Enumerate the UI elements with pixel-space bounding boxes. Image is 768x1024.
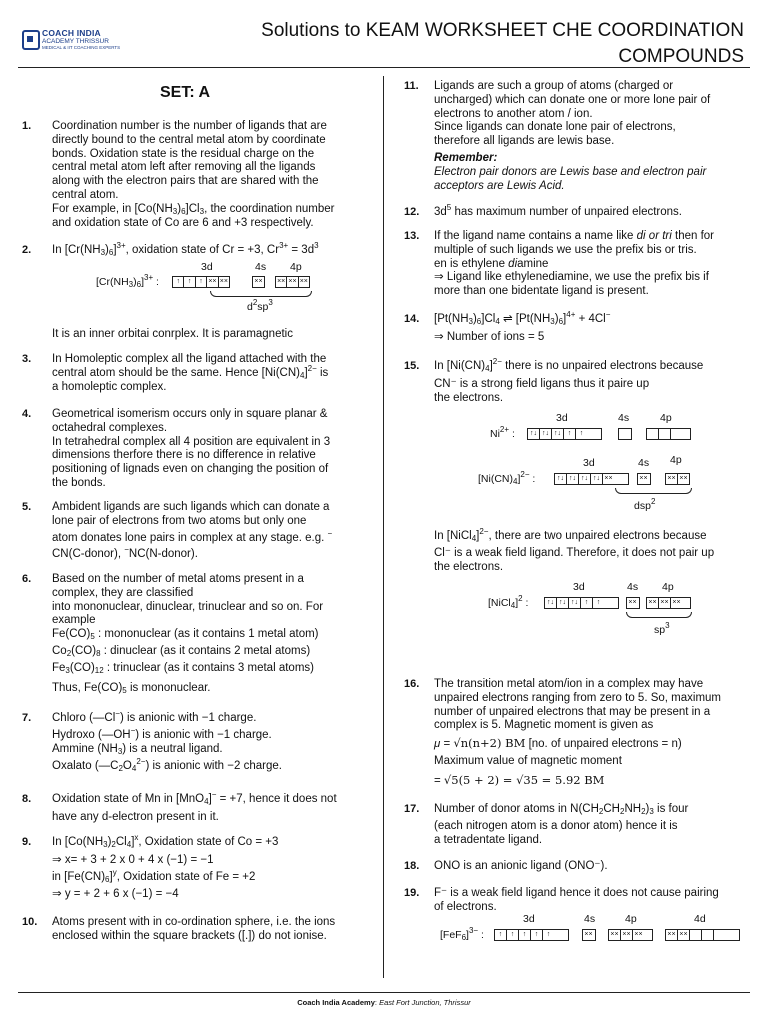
text-line: enclosed within the square brackets ([.]) do not ionise.: [52, 929, 327, 942]
question-number: 2.: [22, 244, 32, 256]
question-number: 15.: [404, 360, 420, 372]
text-span: di or tri: [636, 230, 672, 242]
formula-line: μ = √n(n+2) BM [no. of unpaired electrons = n): [434, 736, 682, 751]
orbital-box-3d: ↑ ↑ ↑ ×× ××: [172, 276, 230, 288]
orbital-label: 4p: [290, 261, 302, 273]
text-line: bonds. Oxidation state is the residual charge on the: [52, 147, 315, 160]
text-line: ONO is an anionic ligand (ONO⁻).: [434, 860, 608, 872]
orbital-box-4s: ××: [637, 473, 651, 485]
orbital-label: 4p: [662, 581, 674, 593]
text-line: complex is 5. Magnetic moment is given as: [434, 719, 654, 732]
hybridization-label: $sp^3$: [654, 621, 670, 636]
text-span: then for: [671, 230, 715, 242]
question-number: 13.: [404, 230, 420, 242]
text-line: Atoms present with in co-ordination sphere, i.e. the ions: [52, 916, 336, 928]
text-line: CN⁻ is a strong field ligans thus it paire up: [434, 377, 650, 390]
text-line: Coordination number is the number of ligands that are: [52, 120, 327, 132]
page-footer: Coach India Academy: East Fort Junction, Thrissur: [297, 998, 471, 1007]
text-line: into mononuclear, dinuclear, trinuclear and so on. For: [52, 600, 324, 613]
text-line: $Co_2(CO)_8$ : dinuclear (as it contains 2 metal atoms): [52, 644, 311, 658]
set-heading: SET: A: [160, 84, 211, 101]
text-line: Hydroxo (—OH−) is anionic with −1 charge.: [52, 725, 272, 741]
orbital-box-4s: ××: [626, 597, 640, 609]
text-line: along with the electron pairs that are shared with the: [52, 175, 319, 188]
remember-heading: Remember:: [434, 151, 498, 164]
footer-divider: [18, 992, 750, 993]
text-line: more than one bidentate ligand is present.: [434, 285, 649, 298]
orbital-label: 4s: [627, 581, 639, 593]
question-number: 3.: [22, 353, 32, 365]
text-span: If the ligand name contains a name like: [434, 230, 637, 242]
orbital-label: 3d: [523, 913, 535, 925]
text-line: Cl⁻ is a weak field ligand. Therefore, it does not pair up: [434, 546, 715, 559]
hybridization-label: dsp$^2$: [634, 497, 656, 512]
text-line: central metal atom left after removing all the ligands: [52, 161, 316, 174]
text-line: $Fe_3(CO)_{12}$ : trinuclear (as it contains 3 metal atoms): [52, 661, 314, 675]
text-line: $Fe(CO)_5$ : mononuclear (as it contains 1 metal atom): [52, 628, 319, 642]
text-line: Number of donor atoms in $N(CH_2CH_2NH_2)_3$ is four: [434, 803, 689, 816]
text-line: dimensions therfore there is no difference in relative: [52, 449, 316, 462]
orbital-label: 4s: [638, 457, 650, 469]
text-line: In $[Ni(CN)_4]^{2-}$ there is no unpaired electrons because: [434, 357, 704, 373]
text-line: central atom should be the same. Hence $[Ni(CN)_4]^{2-}$ is: [52, 363, 329, 380]
orbital-label: 4p: [670, 454, 682, 466]
orbital-label: 4s: [584, 913, 596, 925]
orbital-label: 3d: [583, 457, 595, 469]
question-number: 1.: [22, 120, 32, 132]
column-divider: [383, 76, 384, 978]
text-line: Ligands are such a group of atoms (charged or: [434, 80, 674, 92]
header-divider: [18, 67, 750, 68]
question-number: 14.: [404, 313, 420, 325]
text-line: Geometrical isomerism occurs only in square planar &: [52, 408, 328, 420]
orbital-label: 4p: [625, 913, 637, 925]
text-line: uncharged) which can donate one or more lone pair of: [434, 93, 711, 106]
page-title: Solutions to KEAM WORKSHEET CHE COORDINATION COMPOUNDS: [261, 20, 744, 67]
orbital-label: 3d: [201, 261, 213, 273]
question-number: 18.: [404, 860, 420, 872]
text-line: central atom.: [52, 188, 119, 201]
question-number: 7.: [22, 712, 32, 724]
text-line: multiple of such ligands we use the prefix bis or tris.: [434, 243, 697, 256]
orbital-box-3d: ↑↓ ↑↓ ↑↓ ↑ ↑: [544, 597, 619, 609]
orbital-label: 4s: [618, 412, 630, 424]
text-line: Chloro (—Cl−) is anionic with −1 charge.: [52, 709, 257, 724]
text-line: atom donates lone pairs in complex at any stage. e.g. −: [52, 528, 333, 544]
orbital-box-3d: ↑ ↑ ↑ ↑ ↑: [494, 929, 569, 941]
text-line: ⇒ Ligand like ethylenediamine, we use the prefix bis if: [434, 271, 709, 284]
text-line: CN(C-donor), −NC(N-donor).: [52, 545, 198, 561]
text-line: Ammine $(NH_3)$ is a neutral ligand.: [52, 742, 223, 756]
question-number: 11.: [404, 80, 419, 92]
ion-formula: $Ni^{2+}$ :: [490, 425, 515, 440]
text-line: In tetrahedral complex all 4 position are equivalent in 3: [52, 435, 331, 448]
logo-line-3: MEDICAL & IIT COACHING EXPERTS: [42, 45, 121, 50]
text-line: For example, in $[Co(NH_3)_6]Cl_3$, the coordination number: [52, 202, 335, 216]
footer-name: Coach India Academy: [297, 998, 375, 1007]
text-line: directly bound to the central metal atom by coordinate: [52, 133, 326, 146]
formula-line: = √5(5 + 2) = √35 = 5.92 BM: [434, 772, 605, 787]
orbital-box-4p: ×× ×× ××: [608, 929, 653, 941]
text-line: In Homoleptic complex all the ligand attached with the: [52, 353, 327, 365]
text-line: acceptors are Lewis Acid.: [434, 179, 565, 192]
text-line: Thus, $Fe(CO)_5$ is mononuclear.: [52, 681, 211, 695]
logo-line-2: ACADEMY THRISSUR: [42, 38, 109, 45]
orbital-box-3d: ↑↓ ↑↓ ↑↓ ↑ ↑: [527, 428, 602, 440]
footer-address: East Fort Junction, Thrissur: [379, 998, 471, 1007]
text-line: have any d-electron present in it.: [52, 810, 219, 823]
text-line: and oxidation state of Co are 6 and +3 respectively.: [52, 216, 314, 229]
complex-formula: [NiCl$_4$]$^2$ :: [488, 594, 529, 610]
text-line: en is ethylene diamine: [434, 257, 549, 270]
text-line: octahedral complexes.: [52, 421, 168, 434]
text-line: example: [52, 614, 96, 627]
orbital-box-4p: ×× ×× ××: [275, 276, 310, 288]
orbital-box-4s: ××: [582, 929, 596, 941]
text-line: The transition metal atom/ion in a complex may have: [434, 678, 704, 690]
question-number: 12.: [404, 206, 420, 218]
question-number: 9.: [22, 836, 32, 848]
text-line: [434, 230, 714, 244]
text-line: in $[Fe(CN)_6]^y$, Oxidation state of Fe = +2: [52, 867, 256, 884]
orbital-box-4d: ×× ××: [665, 929, 740, 941]
complex-formula: $[Ni(CN)_4]^{2-}$ :: [478, 470, 536, 486]
hybridization-brace: [210, 291, 312, 297]
orbital-box-3d: ↑↓ ↑↓ ↑↓ ↑↓ ××: [554, 473, 629, 485]
text-line: $3d^5$ has maximum number of unpaired electrons.: [434, 203, 682, 218]
text-line: therefore all ligands are lewis base.: [434, 135, 615, 148]
hybridization-label: $d^2sp^3$: [247, 298, 273, 313]
orbital-label: 4s: [255, 261, 267, 273]
question-number: 8.: [22, 793, 32, 805]
text-line: Electron pair donors are Lewis base and electron pair: [434, 165, 707, 178]
text-line: In $[Co(NH_3)_2Cl_4]^x$, Oxidation state of Co = +3: [52, 833, 279, 849]
logo-line-1: COACH INDIA: [42, 28, 101, 38]
hybridization-brace: [626, 612, 692, 618]
text-line: Ambident ligands are such ligands which can donate a: [52, 501, 330, 513]
text-line: number of unpaired electrons that may be present in a: [434, 705, 711, 718]
question-number: 16.: [404, 678, 420, 690]
text-line: lone pair of electrons from two atoms but only one: [52, 514, 307, 527]
question-number: 4.: [22, 408, 32, 420]
text-line: Maximum value of magnetic moment: [434, 754, 622, 767]
text-line: ⇒ Number of ions = 5: [434, 330, 545, 343]
coach-india-logo: [22, 28, 122, 52]
question-number: 10.: [22, 916, 38, 928]
text-line: a homoleptic complex.: [52, 380, 167, 393]
text-line: It is an inner orbitai conrplex. It is paramagnetic: [52, 328, 293, 340]
text-line: a tetradentate ligand.: [434, 833, 543, 846]
hybridization-brace: [615, 488, 692, 494]
orbital-box-4s: [618, 428, 632, 440]
question-number: 5.: [22, 501, 32, 513]
orbital-label: 3d: [556, 412, 568, 424]
orbital-label: 4p: [660, 412, 672, 424]
text-line: F⁻ is a weak field ligand hence it does not cause pairing: [434, 887, 719, 899]
text-line: unpaired electrons ranging from zero to 5. So, maximum: [434, 691, 721, 704]
orbital-box-4p: [646, 428, 691, 440]
logo-mark-icon: [22, 30, 40, 50]
question-number: 17.: [404, 803, 420, 815]
question-number: 6.: [22, 573, 32, 585]
text-line: Oxidation state of Mn in [MnO$_4$]− = +7, hence it does not: [52, 790, 337, 806]
text-line: $[Pt(NH_3)_6]Cl_4$ ⇌ $[Pt(NH_3)_6]^{4+} + 4Cl^-$: [434, 310, 611, 326]
text-line: In [NiCl$_4$]$^{2-}$, there are two unpaired electrons because: [434, 527, 707, 543]
text-line: Oxalato $(—C_2O_4^{2-})$ is anionic with −2 charge.: [52, 757, 282, 774]
text-line: Since ligands can donate lone pair of electrons,: [434, 121, 676, 134]
text-line: the electrons.: [434, 391, 504, 404]
text-line: (each nitrogen atom is a donor atom) hence it is: [434, 819, 678, 832]
orbital-label: 3d: [573, 581, 585, 593]
orbital-box-4p: ×× ×× ××: [646, 597, 691, 609]
text-line: ⇒ y = + 2 + 6 x (−1) = −4: [52, 888, 179, 901]
text-line: In $[Cr(NH_3)_6]^{3+}$, oxidation state of Cr = +3, $Cr^{3+} = 3d^3$: [52, 241, 319, 257]
text-line: the electrons.: [434, 560, 504, 573]
orbital-box-4p: ×× ××: [665, 473, 690, 485]
text-line: ⇒ x= + 3 + 2 x 0 + 4 x (−1) = −1: [52, 853, 214, 866]
complex-formula: $[FeF_6]^{3-}$ :: [440, 926, 484, 942]
orbital-box-4s: ××: [252, 276, 265, 288]
question-number: 19.: [404, 887, 420, 899]
text-line: of electrons.: [434, 900, 497, 913]
orbital-label: 4d: [694, 913, 706, 925]
text-line: electrons to another atom / ion.: [434, 107, 593, 120]
text-line: positioning of lignads even on changing the position of: [52, 463, 329, 476]
complex-formula: $[Cr(NH_3)_6]^{3+}$ :: [96, 273, 159, 289]
text-line: complex, they are classified: [52, 586, 194, 599]
text-line: the bonds.: [52, 476, 106, 489]
text-line: Based on the number of metal atoms present in a: [52, 573, 304, 585]
